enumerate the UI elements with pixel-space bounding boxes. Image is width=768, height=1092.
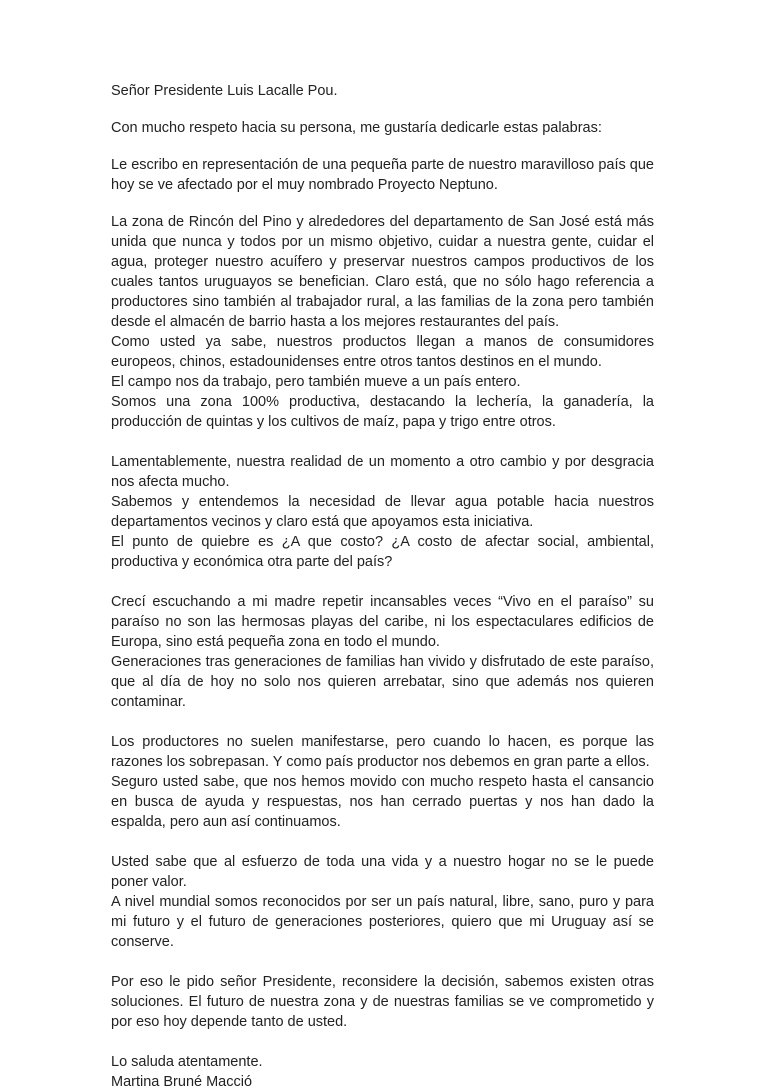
letter-paragraph: Le escribo en representación de una pequeña parte de nuestro maravilloso país que hoy se ve afectado por el muy nombrado Proyecto Neptuno. [111, 157, 654, 193]
letter-paragraph: Somos una zona 100% productiva, destacando la lechería, la ganadería, la producción de quintas y los cultivos de maíz, papa y trigo entre otros. [111, 394, 654, 430]
letter-paragraph: Usted sabe que al esfuerzo de toda una vida y a nuestro hogar no se le puede poner valor. [111, 854, 654, 890]
letter-paragraph: Seguro usted sabe, que nos hemos movido con mucho respeto hasta el cansancio en busca de ayuda y respuestas, nos han cerrado puertas y nos han dado la espalda, pero aun así continuamos. [111, 774, 654, 830]
letter-intro: Con mucho respeto hacia su persona, me gustaría dedicarle estas palabras: [111, 120, 602, 136]
letter-paragraph: Generaciones tras generaciones de familias han vivido y disfrutado de este paraíso, que al día de hoy no solo nos quieren arrebatar, sino que además nos quieren contaminar. [111, 654, 654, 710]
letter-paragraph: Lamentablemente, nuestra realidad de un momento a otro cambio y por desgracia nos afecta mucho. [111, 454, 654, 490]
letter-paragraph: Los productores no suelen manifestarse, pero cuando lo hacen, es porque las razones los sobrepasan. Y como país productor nos debemos en gran parte a ellos. [111, 734, 654, 770]
letter-paragraph: Por eso le pido señor Presidente, reconsidere la decisión, sabemos existen otras soluciones. El futuro de nuestra zona y de nuestras familias se ve comprometido y por eso hoy depende tanto de usted. [111, 974, 654, 1030]
letter-paragraph: Crecí escuchando a mi madre repetir incansables veces “Vivo en el paraíso” su paraíso no son las hermosas playas del caribe, ni los espectaculares edificios de Europa, sino está pequeña zona en todo el mundo. [111, 594, 654, 650]
letter-paragraph: El punto de quiebre es ¿A que costo? ¿A costo de afectar social, ambiental, productiva y económica otra parte del país? [111, 534, 654, 570]
letter-paragraph: A nivel mundial somos reconocidos por ser un país natural, libre, sano, puro y para mi futuro y el futuro de generaciones posteriores, quiero que mi Uruguay así se conserve. [111, 894, 654, 950]
letter-salutation: Señor Presidente Luis Lacalle Pou. [111, 83, 338, 99]
letter-closing: Lo saluda atentamente. [111, 1054, 263, 1070]
letter-signature: Martina Bruné Macció [111, 1074, 253, 1090]
letter-paragraph: El campo nos da trabajo, pero también mueve a un país entero. [111, 374, 521, 390]
letter-paragraph: Como usted ya sabe, nuestros productos llegan a manos de consumidores europeos, chinos, estadounidenses entre otros tantos destinos en el mundo. [111, 334, 654, 370]
letter-paragraph: La zona de Rincón del Pino y alrededores del departamento de San José está más unida que nunca y todos por un mismo objetivo, cuidar a nuestra gente, cuidar el agua, proteger nuestro acuífero y preservar nuestros campos productivos de los cuales tantos uruguayos se benefician. Claro está, que no sólo hago referencia a productores sino también al trabajador rural, a las familias de la zona pero también desde el almacén de barrio hasta a los mejores restaurantes del país. [111, 214, 654, 330]
letter-paragraph: Sabemos y entendemos la necesidad de llevar agua potable hacia nuestros departamentos vecinos y claro está que apoyamos esta iniciativa. [111, 494, 654, 530]
